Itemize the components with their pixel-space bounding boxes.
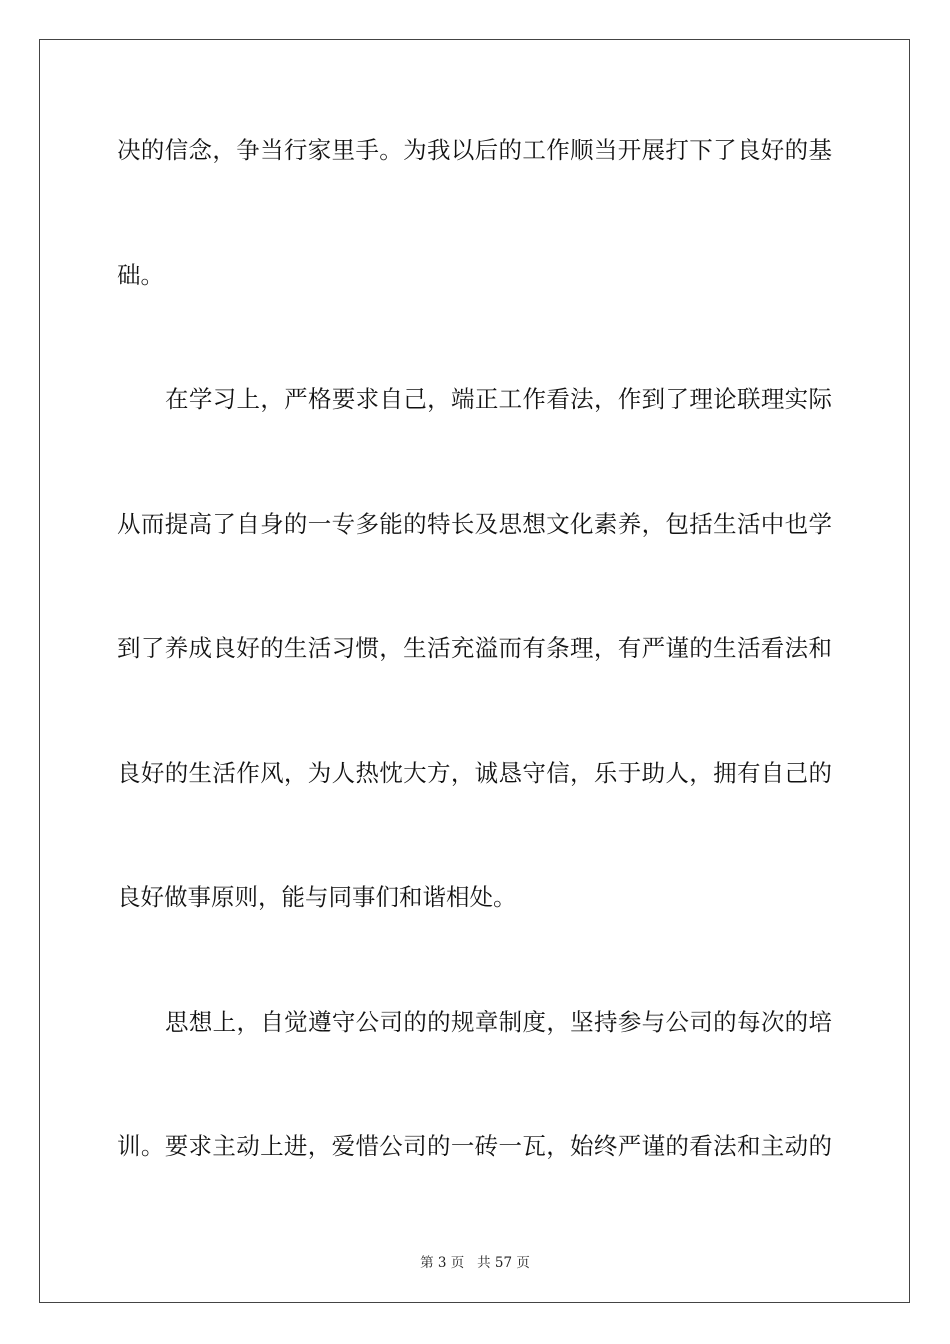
text-line-4: 从而提高了自身的一专多能的特长及思想文化素养，包括生活中也学 bbox=[117, 510, 832, 538]
text-line-1: 决的信念，争当行家里手。为我以后的工作顺当开展打下了良好的基 bbox=[117, 136, 832, 164]
text-line-5: 到了养成良好的生活习惯，生活充溢而有条理，有严谨的生活看法和 bbox=[117, 634, 832, 662]
text-line-3: 在学习上，严格要求自己，端正工作看法，作到了理论联理实际 bbox=[165, 385, 832, 413]
text-line-2: 础。 bbox=[117, 261, 164, 289]
page-number: 第 3 页 bbox=[420, 1255, 465, 1271]
text-line-6: 良好的生活作风，为人热忱大方，诚恳守信，乐于助人，拥有自己的 bbox=[117, 759, 832, 787]
page-border bbox=[39, 39, 910, 1303]
text-line-7: 良好做事原则，能与同事们和谐相处。 bbox=[117, 883, 517, 911]
page-footer bbox=[0, 1251, 950, 1271]
text-line-8: 思想上，自觉遵守公司的的规章制度，坚持参与公司的每次的培 bbox=[165, 1008, 832, 1036]
page-total: 共 57 页 bbox=[477, 1255, 530, 1271]
text-line-9: 训。要求主动上进，爱惜公司的一砖一瓦，始终严谨的看法和主动的 bbox=[117, 1132, 832, 1160]
